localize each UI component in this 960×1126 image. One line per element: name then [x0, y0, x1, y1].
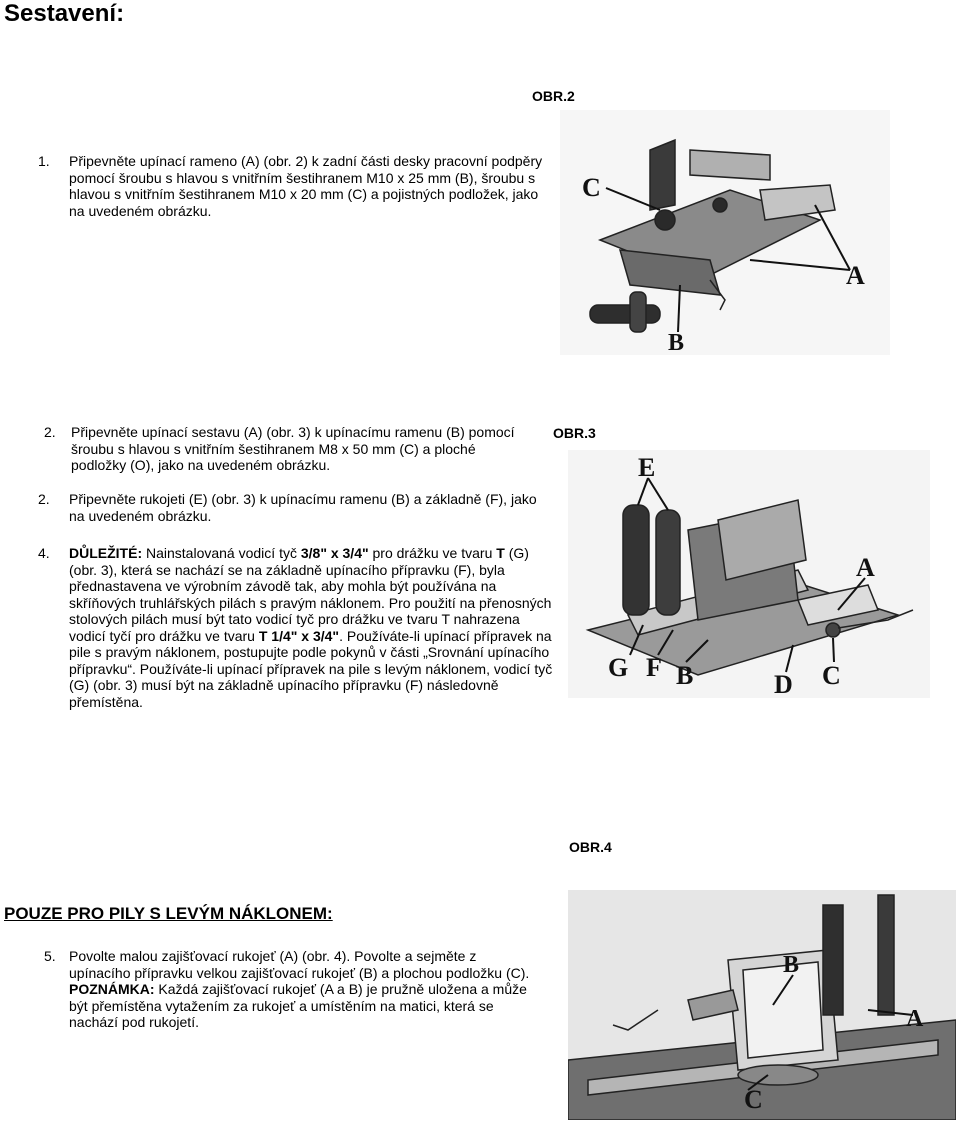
section-heading: POUZE PRO PILY S LEVÝM NÁKLONEM:	[4, 904, 333, 923]
note-label: POZNÁMKA:	[69, 981, 155, 997]
step-5-main-text: Povolte malou zajišťovací rukojeť (A) (obr. 4). Povolte a sejměte z upínacího přípravku velkou zajišťovací rukojeť (B) a plochou podložku (C).	[69, 948, 530, 981]
figure-2-callout-a: A	[846, 261, 865, 290]
step-5-number: 5.	[44, 948, 56, 964]
figure-4-label: OBR.4	[569, 839, 612, 855]
figure-4-callout-c: C	[744, 1085, 763, 1114]
step-4-text-b: pro drážku ve tvaru	[368, 545, 497, 561]
note-text: Každá zajišťovací rukojeť (A a B) je pružně uložena a může být přemístěna vytažením za rukojeť a umístěním na matici, která se nachází pod rukojetí.	[69, 981, 527, 1030]
figure-4-callout-b: B	[783, 952, 800, 978]
figure-2-callout-c: C	[582, 173, 601, 202]
step-4-text	[69, 545, 557, 710]
step-2b-text: Připevněte rukojeti (E) (obr. 3) k upínacímu ramenu (B) a základně (F), jako na uvedeném obrázku.	[69, 491, 537, 524]
page-title: Sestavení:	[4, 0, 125, 27]
step-2a-text: Připevněte upínací sestavu (A) (obr. 3) k upínacímu ramenu (B) pomocí šroubu s hlavou s vnitřním šestihranem M8 x 50 mm (C) a ploché podložky (O), jako na uvedeném obrázku.	[71, 424, 515, 473]
figure-3-callout-d: D	[774, 670, 793, 698]
step-4-number: 4.	[38, 545, 50, 561]
figure-3-callout-b: B	[676, 661, 694, 690]
step-1-number: 1.	[38, 153, 50, 169]
step-2a-number: 2.	[44, 424, 56, 440]
step-4-text-d: . Používáte-li upínací přípravek na pile s pravým náklonem, postupujte podle pokynů v části „Srovnání upínacího přípravku“. Používáte-li upínací přípravek na pile s levým náklonem, vodicí tyč (G) (obr. 3) musí být na základně upínacího přípravku (F) následovně přemístěna.	[69, 627, 553, 710]
figure-3-callout-g: G	[608, 653, 629, 682]
step-4-bold-c: T 1/4" x 3/4"	[258, 627, 340, 644]
figure-2-callout-b: B	[668, 330, 685, 355]
figure-3-callout-a: A	[856, 553, 875, 582]
figure-3-callout-e: E	[638, 453, 656, 482]
step-4-bold-a: 3/8" x 3/4"	[300, 545, 369, 561]
figure-2-photo	[560, 110, 890, 355]
step-4-bold-b: T	[496, 545, 505, 561]
step-4-text-c: (G) (obr. 3), která se nachází se na základně upínacího přípravku (F), byla přednastavena ve výrobním závodě tak, aby mohla být používána na skříňových truhlářských pilách s pravým náklonem. Pro použití na přenosných stolových pilách musí být tato vodicí tyč pro drážku ve tvaru T nahrazena vodicí tyčí pro drážku ve tvaru	[69, 545, 552, 644]
important-label: DŮLEŽITÉ:	[69, 545, 143, 561]
step-5-text	[69, 948, 539, 1031]
step-2b-number: 2.	[38, 491, 50, 507]
figure-3-photo	[568, 450, 930, 698]
figure-3-callout-c: C	[822, 661, 841, 690]
figure-3-label: OBR.3	[553, 425, 596, 441]
step-4-text-a: Nainstalovaná vodicí tyč	[142, 545, 301, 561]
figure-4-callout-a: A	[906, 1006, 924, 1032]
figure-2-label: OBR.2	[532, 88, 575, 104]
step-1-text: Připevněte upínací rameno (A) (obr. 2) k zadní části desky pracovní podpěry pomocí šroubu s hlavou s vnitřním šestihranem M10 x 25 mm (B), šroubu s hlavou s vnitřním šestihranem M10 x 20 mm (C) a pojistných podložek, jako na uvedeném obrázku.	[69, 153, 543, 219]
figure-3-callout-f: F	[646, 653, 662, 682]
figure-4-photo	[568, 890, 956, 1120]
